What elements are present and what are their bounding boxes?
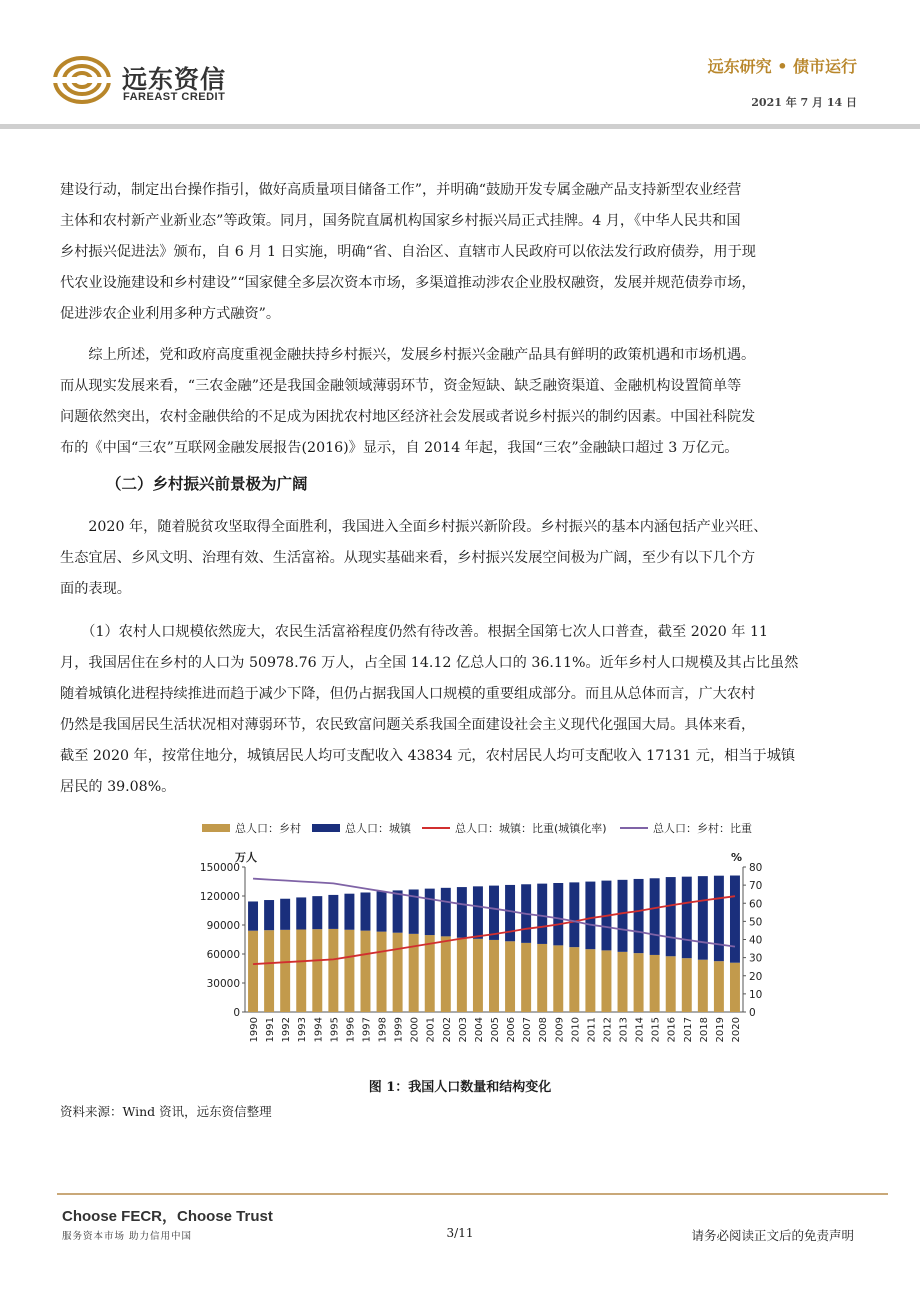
legend-label: 总人口：城镇 — [345, 822, 411, 835]
right-tick-label: 80 — [749, 862, 763, 874]
left-tick-label: 30000 — [206, 978, 240, 990]
paragraph-population — [60, 617, 870, 803]
bar-rural — [441, 936, 451, 1012]
bar-rural — [601, 950, 611, 1012]
page-number: 3/11 — [446, 1226, 474, 1240]
x-tick-label: 1998 — [377, 1017, 389, 1043]
bar-rural — [361, 931, 371, 1012]
x-tick-label: 2007 — [522, 1017, 534, 1043]
text-line: 问题依然突出，农村金融供给的不足成为困扰农村地区经济社会发展或者说乡村振兴的制约因素。中国社科院发 — [60, 409, 756, 425]
x-tick-label: 2018 — [698, 1017, 710, 1043]
right-tick-label: 40 — [749, 934, 763, 947]
x-tick-label: 1997 — [361, 1017, 373, 1043]
bar-urban — [569, 882, 579, 947]
right-tick-label: 30 — [749, 952, 763, 965]
text-line: 促进涉农企业利用多种方式融资”。 — [60, 306, 281, 322]
bar-rural — [682, 958, 692, 1012]
bar-urban — [441, 888, 451, 937]
bar-rural — [280, 930, 290, 1012]
x-tick-label: 2012 — [602, 1017, 614, 1043]
legend-label: 总人口：乡村 — [235, 822, 301, 835]
bar-urban — [537, 884, 547, 944]
page-header — [0, 0, 920, 130]
right-tick-label: 20 — [749, 970, 763, 983]
text-line: 代农业设施建设和乡村建设”“国家健全多层次资本市场，多渠道推动涉农企业股权融资，发展并规范债券市场， — [60, 275, 756, 291]
bar-rural — [714, 961, 724, 1012]
right-tick-label: 70 — [749, 880, 763, 893]
legend-label: 总人口：乡村：比重 — [653, 822, 752, 835]
brand-name-en: FAREAST CREDIT — [123, 91, 226, 103]
bar-rural — [521, 943, 531, 1012]
x-tick-label: 2003 — [457, 1017, 469, 1043]
x-tick-label: 2017 — [682, 1017, 694, 1043]
legend-label: 总人口：城镇：比重(城镇化率) — [455, 822, 607, 835]
x-tick-label: 2013 — [618, 1017, 630, 1043]
bar-urban — [473, 886, 483, 938]
x-tick-label: 1996 — [345, 1017, 357, 1043]
bar-rural — [393, 933, 403, 1012]
bar-urban — [264, 900, 274, 930]
right-tick-label: 50 — [749, 916, 763, 929]
text-line: 2020 年，随着脱贫攻坚取得全面胜利，我国进入全面乡村振兴新阶段。乡村振兴的基本内涵包括产业兴旺、 — [60, 519, 768, 535]
text-line: 月，我国居住在乡村的人口为 50978.76 万人，占全国 14.12 亿总人口的 36.11%。近年乡村人口规模及其占比虽然 — [60, 655, 799, 671]
left-tick-label: 0 — [233, 1007, 240, 1019]
bar-rural — [634, 953, 644, 1012]
text-line: 综上所述，党和政府高度重视金融扶持乡村振兴，发展乡村振兴金融产品具有鲜明的政策机遇和市场机遇。 — [60, 347, 756, 363]
section-title: （二）乡村振兴前景极为广阔 — [106, 475, 308, 493]
bar-rural — [296, 930, 306, 1012]
brand-name-cn: 远东资信 — [122, 65, 227, 94]
bar-urban — [730, 876, 740, 963]
x-tick-label: 2014 — [634, 1017, 646, 1043]
x-tick-label: 1991 — [265, 1017, 277, 1043]
text-line: 生态宜居、乡风文明、治理有效、生活富裕。从现实基础来看，乡村振兴发展空间极为广阔，至少有以下几个方 — [60, 550, 756, 566]
right-tick-label: 0 — [749, 1007, 756, 1019]
bar-urban — [296, 897, 306, 929]
legend-swatch — [312, 824, 340, 832]
text-line: 布的《中国“三农”互联网金融发展报告(2016)》显示，自 2014 年起，我国“三农”金融缺口超过 3 万亿元。 — [60, 440, 739, 456]
text-line: （1）农村人口规模依然庞大，农民生活富裕程度仍然有待改善。根据全国第七次人口普查，截至 2020 年 11 — [60, 624, 769, 640]
bar-rural — [698, 960, 708, 1012]
x-tick-label: 2015 — [650, 1017, 662, 1043]
footer-divider — [57, 1193, 888, 1195]
bar-rural — [666, 956, 676, 1012]
bar-urban — [714, 876, 724, 961]
bar-rural — [489, 940, 499, 1012]
x-tick-label: 2006 — [506, 1017, 518, 1043]
text-line: 建设行动，制定出台操作指引，做好高质量项目储备工作”，并明确“鼓励开发专属金融产品支持新型农业经营 — [60, 182, 742, 198]
bar-urban — [248, 901, 258, 930]
text-line: 随着城镇化进程持续推进而趋于减少下降，但仍占据我国人口规模的重要组成部分。而且从总体而言，广大农村 — [60, 686, 756, 702]
left-tick-label: 150000 — [199, 862, 240, 874]
x-tick-label: 1999 — [393, 1017, 405, 1043]
x-tick-label: 2019 — [714, 1017, 726, 1043]
x-tick-label: 2010 — [570, 1017, 582, 1043]
x-tick-label: 2016 — [666, 1017, 678, 1043]
population-chart — [190, 812, 770, 1077]
text-line: 而从现实发展来看，“三农金融”还是我国金融领域薄弱环节，资金短缺、缺乏融资渠道、金融机构设置简单等 — [60, 378, 742, 394]
bar-rural — [585, 949, 595, 1012]
bar-rural — [264, 930, 274, 1012]
left-axis-unit: 万人 — [235, 851, 257, 864]
footer-disclaimer: 请务必阅读正文后的免责声明 — [691, 1228, 854, 1243]
x-tick-label: 2000 — [409, 1017, 421, 1043]
x-tick-label: 1994 — [313, 1017, 325, 1043]
x-tick-label: 2011 — [586, 1017, 598, 1043]
bar-rural — [650, 955, 660, 1012]
bar-rural — [618, 952, 628, 1012]
bar-urban — [425, 889, 435, 935]
paragraph-outlook — [60, 512, 870, 605]
bar-urban — [585, 882, 595, 950]
bar-urban — [328, 895, 338, 929]
right-tick-label: 60 — [749, 898, 763, 911]
bar-rural — [473, 939, 483, 1012]
text-line: 主体和农村新产业新业态”等政策。同月，国务院直属机构国家乡村振兴局正式挂牌。4 月，《中华人民共和国 — [60, 213, 741, 229]
bar-urban — [618, 880, 628, 952]
x-tick-label: 2002 — [441, 1017, 453, 1043]
text-line: 居民的 39.08%。 — [60, 779, 176, 795]
bar-urban — [280, 899, 290, 930]
text-line: 仍然是我国居民生活状况相对薄弱环节，农民致富问题关系我国全面建设社会主义现代化强国大局。具体来看， — [60, 717, 756, 733]
left-tick-label: 90000 — [206, 920, 240, 932]
right-tick-label: 10 — [749, 988, 763, 1001]
footer-slogan: Choose FECR，Choose Trust — [62, 1208, 273, 1225]
x-tick-label: 2008 — [538, 1017, 550, 1043]
x-tick-label: 1990 — [249, 1017, 261, 1043]
figure-source: 资料来源：Wind 资讯，远东资信整理 — [60, 1104, 272, 1119]
bar-urban — [457, 887, 467, 938]
text-line: 截至 2020 年，按常住地分，城镇居民人均可支配收入 43834 元，农村居民人均可支配收入 17131 元，相当于城镇 — [60, 748, 796, 764]
x-tick-label: 2005 — [490, 1017, 501, 1043]
bar-urban — [650, 878, 660, 955]
paragraph-policy — [60, 175, 870, 330]
bar-urban — [682, 877, 692, 959]
bar-urban — [393, 890, 403, 932]
bar-rural — [553, 945, 563, 1012]
x-tick-label: 1993 — [297, 1017, 309, 1043]
bar-urban — [698, 876, 708, 960]
x-tick-label: 2001 — [425, 1017, 437, 1043]
header-divider — [0, 124, 920, 129]
report-date: 2021 年 7 月 14 日 — [751, 96, 857, 109]
bar-urban — [634, 879, 644, 953]
text-line: 面的表现。 — [60, 581, 131, 597]
legend-swatch — [202, 824, 230, 832]
paragraph-summary — [60, 340, 870, 464]
bar-urban — [377, 891, 387, 931]
x-tick-label: 1995 — [329, 1017, 341, 1043]
bar-urban — [361, 892, 371, 930]
bar-rural — [248, 931, 258, 1012]
bar-rural — [377, 932, 387, 1012]
bar-urban — [344, 894, 354, 930]
bar-rural — [730, 963, 740, 1012]
footer-subslogan: 服务资本市场 助力信用中国 — [62, 1231, 193, 1242]
fareast-credit-logo-icon — [52, 54, 112, 106]
bar-urban — [553, 883, 563, 945]
bar-urban — [312, 896, 322, 929]
bar-rural — [312, 929, 322, 1012]
x-tick-label: 2009 — [554, 1017, 566, 1043]
right-axis-unit: % — [731, 851, 743, 864]
bar-rural — [425, 935, 435, 1012]
x-tick-label: 2020 — [730, 1017, 742, 1043]
bar-rural — [344, 930, 354, 1012]
bar-rural — [569, 947, 579, 1012]
bar-rural — [505, 941, 515, 1012]
x-tick-label: 1992 — [281, 1017, 293, 1043]
bar-rural — [328, 929, 338, 1012]
left-tick-label: 60000 — [206, 949, 240, 961]
bar-urban — [489, 886, 499, 940]
figure-caption: 图 1：我国人口数量和结构变化 — [368, 1080, 552, 1095]
left-tick-label: 120000 — [199, 891, 240, 903]
text-line: 乡村振兴促进法》颁布，自 6 月 1 日实施，明确“省、自治区、直辖市人民政府可以依法发行政府债券，用于现 — [60, 244, 756, 260]
x-tick-label: 2004 — [473, 1017, 485, 1043]
report-series: 远东研究 • 债市运行 — [707, 57, 857, 76]
bar-urban — [666, 877, 676, 956]
bar-rural — [537, 944, 547, 1012]
bar-rural — [457, 938, 467, 1012]
